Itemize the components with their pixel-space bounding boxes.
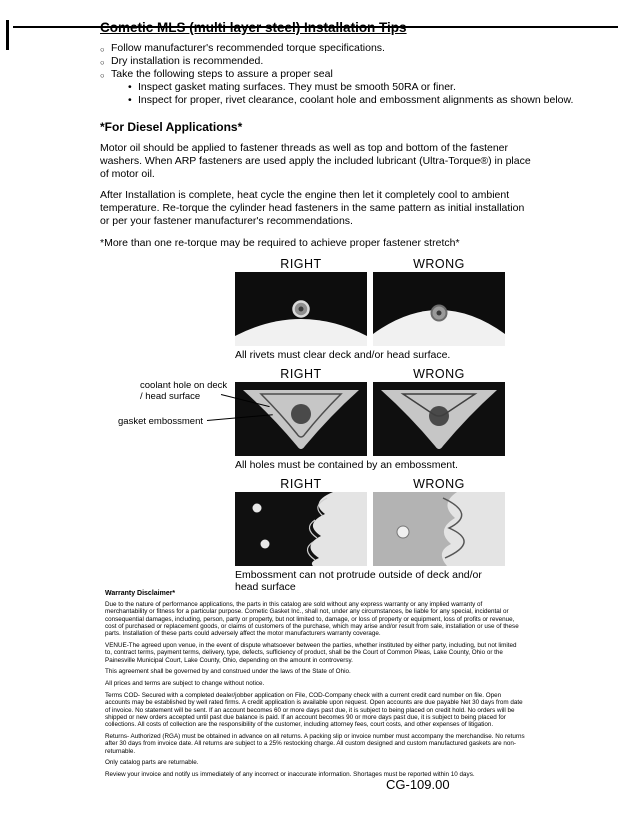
right-header: RIGHT [280,477,322,491]
tip-sub-item: • Inspect for proper, rivet clearance, coolant hole and embossment alignments as shown below. [128,94,618,107]
wrong-header: WRONG [413,367,465,381]
catalog-page [0,20,618,792]
warranty-paragraph: All prices and terms are subject to change without notice. [105,680,265,688]
tip-item [100,68,618,107]
warranty-paragraph: This agreement shall be governed by and construed under the laws of the State of Ohio. [105,668,351,676]
warranty-paragraph: Terms COD- Secured with a completed dealer/jobber application on File, COD-Company check with a current credit card number on file. Open accounts may be established by well rated firms. A credit application is available upon request. Open accounts are due payable Net 30 days from date of invoice. No statement will be sent. If an account becomes 60 or more days past due, it is subject to being placed on credit hold. No orders will be shipped or new orders accepted until past due balance is paid. If an account becomes 90 or more days past due, it is subject to being placed for collections. All costs of collection are the responsibility of the customer, including attorney fees, court costs, and other expenses of litigation. [105,691,523,729]
wrong-header: WRONG [413,477,465,491]
diagram-main [235,477,505,593]
diagram-headers [235,367,505,381]
diagram-caption: Embossment can not protrude outside of deck and/or head surface [235,569,482,593]
warranty-paragraph: Returns- Authorized (RGA) must be obtained in advance on all returns. A packing slip or invoice number must accompany the merchandise. No returns after 30 days from invoice date. All returns are subject to a 25% restocking charge. All custom designed and custom manufactured gaskets are non-returnable. [105,732,525,755]
diesel-applications-heading: *For Diesel Applications* [100,120,243,134]
diagram-images [235,492,505,566]
rivet-clearance-diagram-row [0,257,618,361]
top-border-rule [13,26,618,28]
diagram-images [235,272,505,346]
embossment-right-diagram [235,382,367,456]
diagram-main [235,257,505,361]
diesel-paragraph-1: Motor oil should be applied to fastener threads as well as top and bottom of the fastener washers. When ARP fasteners are used apply the included lubricant (Ultra-Torque®) in place of motor oil. [100,142,531,180]
diagram-caption: All holes must be contained by an embossment. [235,459,458,471]
wrong-header: WRONG [413,257,465,271]
diagram-main [235,367,505,471]
diesel-paragraph-2: After Installation is complete, heat cycle the engine then let it completely cool to ambient temperature. Re-torque the cylinder head fasteners in the same pattern as initial installation or per your fastener manufacturer's recommendations. [100,189,525,227]
retorque-note: *More than one re-torque may be required to achieve proper fastener stretch* [100,237,460,249]
diagram-headers [235,477,505,491]
protrusion-wrong-diagram [373,492,505,566]
proper-seal-steps-list [128,81,618,107]
warranty-paragraph: Review your invoice and notify us immediately of any incorrect or inaccurate information. Shortages must be reported within 10 days. [105,771,475,779]
installation-tips-list [100,42,618,107]
protrusion-right-diagram [235,492,367,566]
tip-sub-item: • Inspect gasket mating surfaces. They must be smooth 50RA or finer. [128,81,618,94]
tip-item: ○ Follow manufacturer's recommended torque specifications. [100,42,618,55]
right-header: RIGHT [280,257,322,271]
diagram-section [0,257,618,593]
rivet-wrong-diagram [373,272,505,346]
coolant-hole-label: coolant hole on deck / head surface [140,380,228,402]
tip-item-text: Take the following steps to assure a proper seal [111,68,333,80]
tip-item: ○ Dry installation is recommended. [100,55,618,68]
warranty-paragraph: Due to the nature of performance applications, the parts in this catalog are sold without any express warranty or any implied warranty of merchantability or fitness for a particular purpose. Cometic Gasket Inc., shall not, under any circumstances, be liable for any special, incidental or consequential damages, including, person, party or property, but not limited to, damage, or loss of property or equipment, loss of profits or revenue, cost of purchased or replacement goods, or claims of customers of the purchase, which may arise and/or result from sale, installation or use of these parts. Installation of these parts could adversely affect the motor manufacturers warranty coverage. [105,601,519,638]
embossment-wrong-diagram [373,382,505,456]
diagram-headers [235,257,505,271]
coolant-hole-diagram-row [0,367,618,471]
right-header: RIGHT [280,367,322,381]
gasket-embossment-label: gasket embossment [118,416,204,427]
diagram-images [235,382,505,456]
page-code: CG-109.00 [386,777,450,792]
warranty-paragraph: VENUE-The agreed upon venue, in the event of dispute whatsoever between the parties, whether instituted by either party, including, but not limited to, contract terms, payment terms, delivery, type, defects, sufficiency of product, shall be the Court of Common Pleas, Lake County, Ohio or the Painesville Municipal Court, Lake County, Ohio, depending on the amount in controversy. [105,641,517,664]
warranty-disclaimer-section [105,590,525,783]
embossment-protrusion-diagram-row [0,477,618,593]
warranty-disclaimer-heading: Warranty Disclaimer* [105,590,176,597]
diagram-caption: All rivets must clear deck and/or head surface. [235,349,451,361]
warranty-paragraph: Only catalog parts are returnable. [105,759,199,767]
rivet-right-diagram [235,272,367,346]
left-corner-mark [6,20,9,50]
